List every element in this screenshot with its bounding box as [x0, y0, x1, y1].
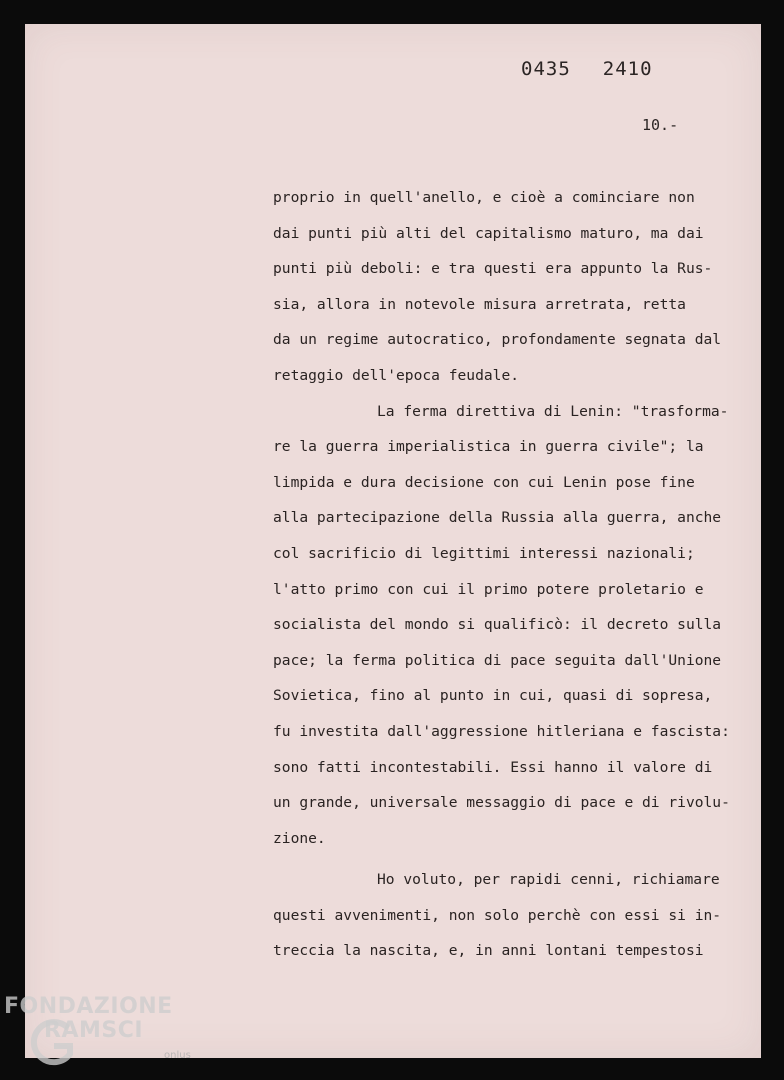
text-line: sia, allora in notevole misura arretrata, retta: [273, 295, 686, 313]
text-line: socialista del mondo si qualificò: il decreto sulla: [273, 616, 722, 634]
text-line: Sovietica, fino al punto in cui, quasi di sopresa,: [273, 687, 713, 705]
watermark-onlus: onlus: [164, 1050, 191, 1061]
text-line: l'atto primo con cui il primo potere proletario e: [273, 580, 704, 598]
archive-number-part-a: 0435: [521, 58, 571, 80]
text-line-paragraph-start: Ho voluto, per rapidi cenni, richiamare: [377, 871, 720, 889]
text-line-paragraph-start: La ferma direttiva di Lenin: "trasforma-: [377, 402, 729, 420]
typed-text-body: [273, 186, 763, 975]
fondazione-gramsci-watermark: [4, 994, 204, 1080]
text-line: da un regime autocratico, profondamente segnata dal: [273, 331, 722, 349]
text-line: dai punti più alti del capitalismo maturo, ma dai: [273, 224, 704, 242]
archive-number: [521, 58, 653, 80]
text-line: alla partecipazione della Russia alla guerra, anche: [273, 509, 722, 527]
page-number: 10.-: [642, 116, 679, 134]
text-line: proprio in quell'anello, e cioè a cominciare non: [273, 189, 695, 206]
archive-number-part-b: 2410: [602, 58, 653, 80]
text-line: limpida e dura decisione con cui Lenin pose fine: [273, 473, 695, 491]
text-line: pace; la ferma politica di pace seguita dall'Unione: [273, 651, 722, 669]
document-page: [25, 24, 761, 1058]
watermark-line-1: FONDAZIONE: [4, 994, 173, 1019]
text-line: re la guerra imperialistica in guerra civile"; la: [273, 438, 704, 456]
text-line: fu investita dall'aggressione hitleriana e fascista:: [273, 722, 730, 740]
watermark-line-2: RAMSCI: [44, 1018, 144, 1043]
text-line: sono fatti incontestabili. Essi hanno il valore di: [273, 758, 713, 776]
text-line: zione.: [273, 829, 326, 847]
text-line: questi avvenimenti, non solo perchè con essi si in-: [273, 906, 722, 924]
text-line: col sacrificio di legittimi interessi nazionali;: [273, 544, 695, 562]
text-line: retaggio dell'epoca feudale.: [273, 366, 520, 384]
text-line: un grande, universale messaggio di pace e di rivolu-: [273, 794, 730, 812]
text-line: punti più deboli: e tra questi era appunto la Rus-: [273, 260, 713, 278]
text-line: treccia la nascita, e, in anni lontani tempestosi: [273, 942, 704, 960]
